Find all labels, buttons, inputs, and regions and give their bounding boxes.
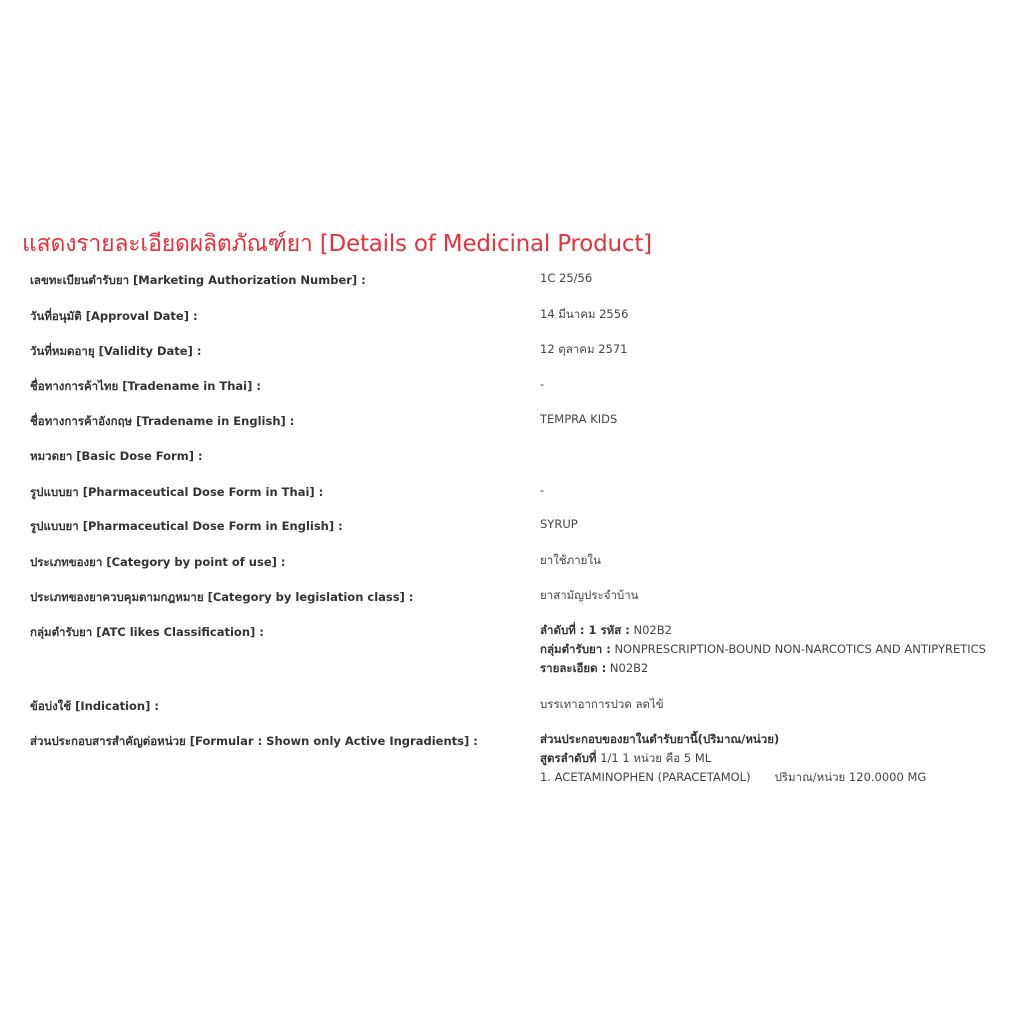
label-formula: ส่วนประกอบสารสำคัญต่อหน่วย [Formular : Shown only Active Ingradients] : (30, 734, 478, 748)
value-tradename-english: TEMPRA KIDS (540, 412, 618, 426)
atc-group-value: NONPRESCRIPTION-BOUND NON-NARCOTICS AND ANTIPYRETICS (614, 642, 986, 656)
formula-ingredient: 1. ACETAMINOPHEN (PARACETAMOL) (540, 770, 751, 784)
label-indication: ข้อบ่งใช้ [Indication] : (30, 699, 159, 713)
label-tradename-thai: ชื่อทางการค้าไทย [Tradename in Thai] : (30, 379, 261, 393)
formula-heading: ส่วนประกอบของยาในตำรับยานี้(ปริมาณ/หน่วย) (540, 732, 780, 746)
atc-seq-value: N02B2 (633, 623, 672, 637)
label-tradename-english: ชื่อทางการค้าอังกฤษ [Tradename in English] : (30, 414, 295, 428)
formula-recipe-value: 1/1 1 หน่วย คือ 5 ML (600, 751, 712, 765)
label-dose-form-english: รูปแบบยา [Pharmaceutical Dose Form in English] : (30, 519, 343, 533)
atc-detail-label: รายละเอียด : (540, 661, 607, 675)
atc-detail-value: N02B2 (609, 661, 649, 675)
formula-block (540, 730, 926, 787)
value-dose-form-english: SYRUP (540, 517, 578, 531)
value-indication: บรรเทาอาการปวด ลดไข้ (540, 697, 664, 711)
label-validity-date: วันที่หมดอายุ [Validity Date] : (30, 344, 202, 358)
formula-amount: ปริมาณ/หน่วย 120.0000 MG (774, 770, 927, 784)
label-approval-date: วันที่อนุมัติ [Approval Date] : (30, 309, 198, 323)
value-tradename-thai: - (540, 377, 545, 391)
value-category-use: ยาใช้ภายใน (540, 553, 601, 567)
value-validity-date: 12 ตุลาคม 2571 (540, 342, 628, 356)
label-basic-dose-form: หมวดยา [Basic Dose Form] : (30, 449, 203, 463)
atc-seq-label: ลำดับที่ : 1 รหัส : (540, 623, 630, 637)
label-reg-no: เลขทะเบียนตำรับยา [Marketing Authorization Number] : (30, 273, 366, 287)
page-title: แสดงรายละเอียดผลิตภัณฑ์ยา [Details of Medicinal Product] (22, 231, 652, 257)
value-category-legislation: ยาสามัญประจำบ้าน (540, 588, 639, 602)
label-dose-form-thai: รูปแบบยา [Pharmaceutical Dose Form in Thai] : (30, 485, 324, 499)
atc-group-label: กลุ่มตำรับยา : (540, 642, 611, 656)
atc-classification-block (540, 621, 986, 678)
label-category-use: ประเภทของยา [Category by point of use] : (30, 555, 286, 569)
value-reg-no: 1C 25/56 (540, 271, 593, 285)
value-approval-date: 14 มีนาคม 2556 (540, 307, 629, 321)
formula-recipe-label: สูตรลำดับที่ (540, 751, 597, 765)
label-category-legislation: ประเภทของยาควบคุมตามกฎหมาย [Category by legislation class] : (30, 590, 414, 604)
value-dose-form-thai: - (540, 483, 545, 497)
label-atc-classification: กลุ่มตำรับยา [ATC likes Classification] : (30, 625, 264, 639)
